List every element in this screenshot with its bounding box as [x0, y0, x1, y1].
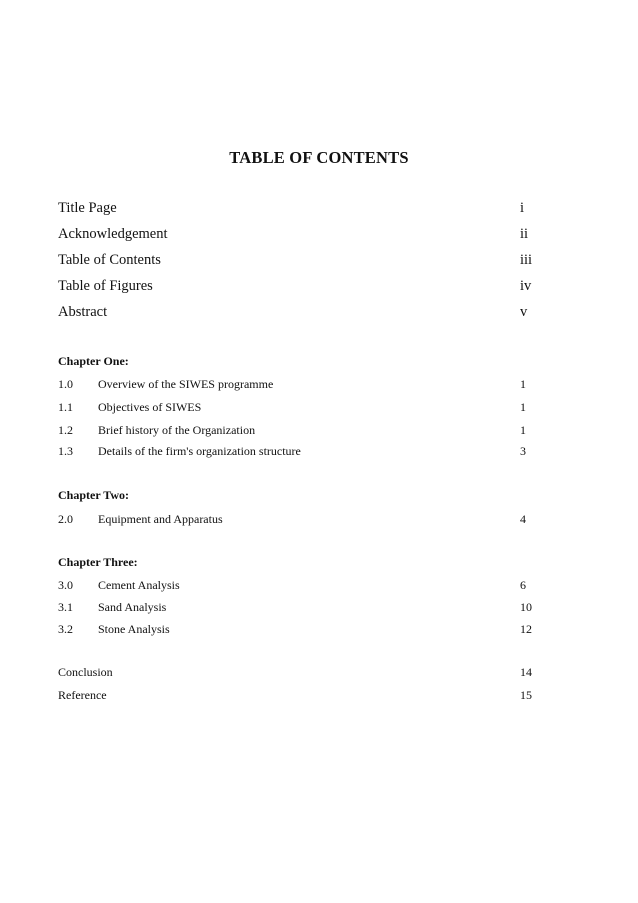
- entry-number: 3.1: [58, 600, 73, 614]
- toc-entry: [58, 374, 536, 394]
- entry-label: Conclusion: [58, 665, 113, 679]
- toc-entry: [58, 597, 536, 617]
- entry-number: 1.3: [58, 444, 73, 458]
- page-title: TABLE OF CONTENTS: [229, 148, 409, 167]
- entry-page: 4: [520, 512, 526, 526]
- toc-entry: [58, 224, 536, 244]
- entry-number: 1.0: [58, 377, 73, 391]
- toc-entry: [58, 302, 536, 322]
- toc-entry: [58, 441, 536, 461]
- toc-entry: [58, 509, 536, 529]
- entry-label: Equipment and Apparatus: [98, 512, 223, 526]
- chapter-heading: Chapter Three:: [58, 555, 138, 569]
- entry-page: v: [520, 304, 528, 320]
- entry-page: i: [520, 200, 525, 216]
- toc-entry: [58, 575, 536, 595]
- entry-label: Cement Analysis: [98, 578, 180, 592]
- toc-entry: [58, 250, 536, 270]
- entry-page: 6: [520, 578, 526, 592]
- entry-page: 14: [520, 665, 532, 679]
- toc-entry: [58, 198, 536, 218]
- entry-label: Objectives of SIWES: [98, 400, 202, 414]
- toc-entry: [58, 662, 536, 682]
- entry-page: iii: [520, 252, 533, 268]
- entry-page: 15: [520, 688, 532, 702]
- entry-page: 12: [520, 622, 532, 636]
- entry-page: 10: [520, 600, 532, 614]
- toc-entry: [58, 420, 536, 440]
- entry-page: 1: [520, 423, 526, 437]
- entry-label: Reference: [58, 688, 107, 702]
- toc-entry: [58, 685, 536, 705]
- entry-page: 1: [520, 400, 526, 414]
- toc-entry: [58, 619, 536, 639]
- entry-label: Stone Analysis: [98, 622, 170, 636]
- entry-label: Abstract: [58, 304, 108, 320]
- entry-label: Overview of the SIWES programme: [98, 377, 274, 391]
- chapter-heading: Chapter One:: [58, 354, 129, 368]
- entry-page: iv: [520, 278, 532, 294]
- entry-number: 3.2: [58, 622, 73, 636]
- entry-number: 2.0: [58, 512, 73, 526]
- entry-page: 1: [520, 377, 526, 391]
- entry-page: 3: [520, 444, 526, 458]
- toc-entry: [58, 276, 536, 296]
- toc-entry: [58, 397, 536, 417]
- chapter-heading: Chapter Two:: [58, 488, 130, 502]
- entry-page: ii: [520, 226, 529, 242]
- entry-label: Title Page: [58, 200, 117, 216]
- entry-label: Brief history of the Organization: [98, 423, 256, 437]
- entry-label: Table of Contents: [58, 252, 161, 268]
- entry-label: Acknowledgement: [58, 226, 168, 242]
- entry-label: Details of the firm's organization structure: [98, 444, 301, 458]
- entry-label: Table of Figures: [58, 278, 153, 294]
- entry-number: 3.0: [58, 578, 73, 592]
- entry-number: 1.2: [58, 423, 73, 437]
- entry-number: 1.1: [58, 400, 73, 414]
- entry-label: Sand Analysis: [98, 600, 167, 614]
